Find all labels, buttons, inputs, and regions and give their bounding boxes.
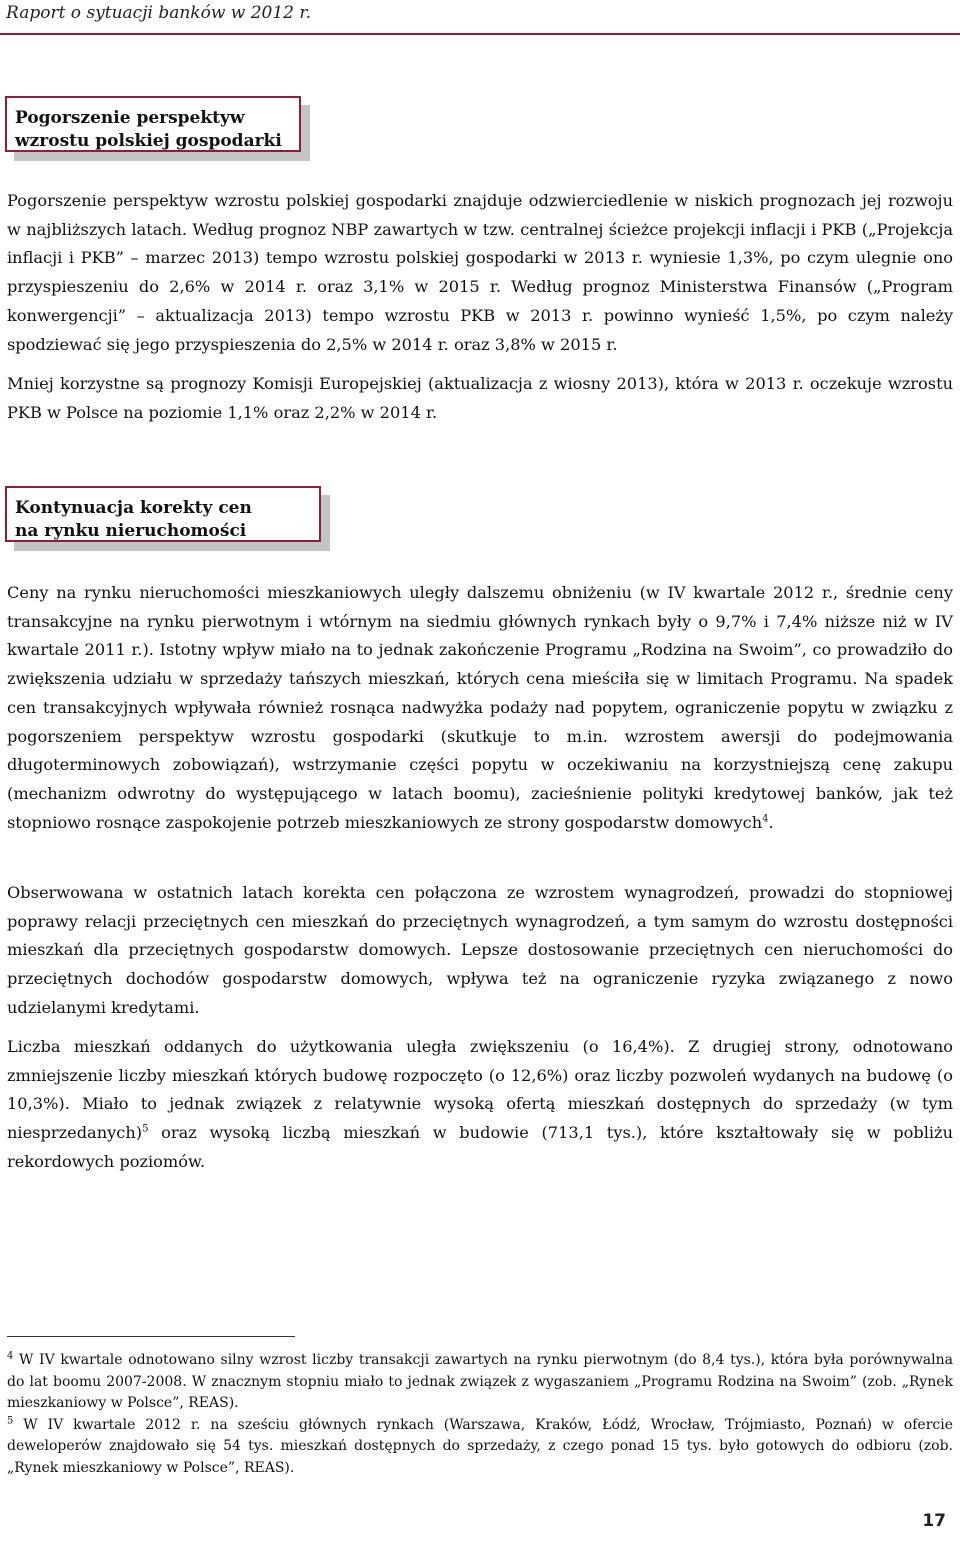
- footnote-text: W IV kwartale odnotowano silny wzrost liczby transakcji zawartych na rynku pierwotnym (do 8,4 tys.), która była porównywalna do lat boomu 2007-2008. W znacznym stopniu miało to jednak związek z wygaszaniem „Programu Rodzina na Swoim” (zob. „Rynek mieszkaniowy w Polsce”, REAS).: [7, 1352, 953, 1411]
- paragraph-text: .: [768, 812, 774, 832]
- paragraph-economy-forecasts: Pogorszenie perspektyw wzrostu polskiej gospodarki znajduje odzwierciedlenie w niskich prognozach jej rozwoju w najbliższych latach. Według prognoz NBP zawartych w tzw. centralnej ścieżce projekcji inflacji i PKB („Projekcja inflacji i PKB” – marzec 2013) tempo wzrostu polskiej gospodarki w 2013 r. wyniesie 1,3%, po czym ulegnie ono przyspieszeniu do 2,6% w 2014 r. oraz 3,1% w 2015 r. Według prognoz Ministerstwa Finansów („Program konwergencji” – aktualizacja 2013) tempo wzrostu PKB w 2013 r. powinno wynieść 1,5%, po czym należy spodziewać się jego przyspieszenia do 2,5% w 2014 r. oraz 3,8% w 2015 r.: [7, 191, 953, 354]
- page-number: 17: [922, 1511, 946, 1531]
- section-heading-line: Pogorszenie perspektyw: [15, 108, 245, 128]
- footnote-number: 4: [7, 1350, 14, 1362]
- page-header: [0, 0, 960, 40]
- paragraph-text: Ceny na rynku nieruchomości mieszkaniowych uległy dalszemu obniżeniu (w IV kwartale 2012 r., średnie ceny transakcyjne na rynku pierwotnym i wtórnym na siedmiu głównych rynkach były o 9,7% i 7,4% niższe niż w IV kwartale 2011 r.). Istotny wpływ miało na to jednak zakończenie Programu „Rodzina na Swoim”, co prowadziło do zwiększenia udziału w sprzedaży tańszych mieszkań, których cena mieściła się w limitach Programu. Na spadek cen transakcyjnych wpływała również rosnąca nadwyżka podaży nad popytem, ograniczenie popytu w związku z pogorszeniem perspektyw wzrostu gospodarki (skutkuje to m.in. wzrostem awersji do podejmowania długoterminowych zobowiązań), wstrzymanie części popytu w oczekiwaniu na korzystniejszą cenę zakupu (mechanizm odwrotny do występującego w latach boomu), zacieśnienie polityki kredytowej banków, jak też stopniowo rosnące zaspokojenie potrzeb mieszkaniowych ze strony gospodarstw domowych: [7, 583, 953, 832]
- section-heading-line: wzrostu polskiej gospodarki: [15, 131, 282, 151]
- footnote-item: [7, 1415, 953, 1480]
- paragraph-text: Liczba mieszkań oddanych do użytkowania uległa zwiększeniu (o 16,4%). Z drugiej strony, odnotowano zmniejszenie liczby mieszkań których budowę rozpoczęto (o 12,6%) oraz liczby pozwoleń wydanych na budowę (o 10,3%). Miało to jednak związek z relatywnie wysoką ofertą mieszkań dostępnych do sprzedaży (w tym niesprzedanych): [7, 1037, 953, 1143]
- paragraph-housing-completions: [7, 1033, 953, 1177]
- footnote-separator: [7, 1336, 295, 1337]
- section-heading-line: Kontynuacja korekty cen: [15, 498, 252, 518]
- running-header-title: Raport o sytuacji banków w 2012 r.: [6, 3, 312, 23]
- section-heading-box-real-estate: [5, 486, 321, 542]
- paragraph-eu-commission-forecast: Mniej korzystne są prognozy Komisji Europejskiej (aktualizacja z wiosny 2013), która w 2013 r. oczekuje wzrostu PKB w Polsce na poziomie 1,1% oraz 2,2% w 2014 r.: [7, 374, 953, 422]
- paragraph-real-estate-prices: [7, 579, 953, 837]
- footnote-reference[interactable]: 5: [142, 1123, 149, 1135]
- header-rule: [0, 33, 960, 35]
- footnote-text: W IV kwartale 2012 r. na sześciu głównych rynkach (Warszawa, Kraków, Łódź, Wrocław, Trójmiasto, Poznań) w ofercie deweloperów znajdowało się 54 tys. mieszkań dostępnych do sprzedaży, z czego ponad 15 tys. było gotowych do odbioru (zob. „Rynek mieszkaniowy w Polsce”, REAS).: [7, 1416, 953, 1476]
- paragraph-affordability: Obserwowana w ostatnich latach korekta cen połączona ze wzrostem wynagrodzeń, prowadzi do stopniowej poprawy relacji przeciętnych cen mieszkań do przeciętnych wynagrodzeń, a tym samym do wzrostu dostępności mieszkań dla przeciętnych gospodarstw domowych. Lepsze dostosowanie przeciętnych cen nieruchomości do przeciętnych dochodów gospodarstw domowych, wpływa też na ograniczenie ryzyka związanego z nowo udzielanymi kredytami.: [7, 883, 953, 1017]
- section-heading-line: na rynku nieruchomości: [15, 521, 247, 541]
- footnote-reference[interactable]: 4: [762, 813, 769, 825]
- footnote-number: 5: [7, 1414, 14, 1426]
- footnotes: [7, 1350, 953, 1479]
- section-heading-box-economy: [5, 96, 301, 152]
- paragraph-text: oraz wysoką liczbą mieszkań w budowie (713,1 tys.), które kształtowały się w pobliżu rekordowych poziomów.: [7, 1123, 953, 1171]
- footnote-item: [7, 1350, 953, 1415]
